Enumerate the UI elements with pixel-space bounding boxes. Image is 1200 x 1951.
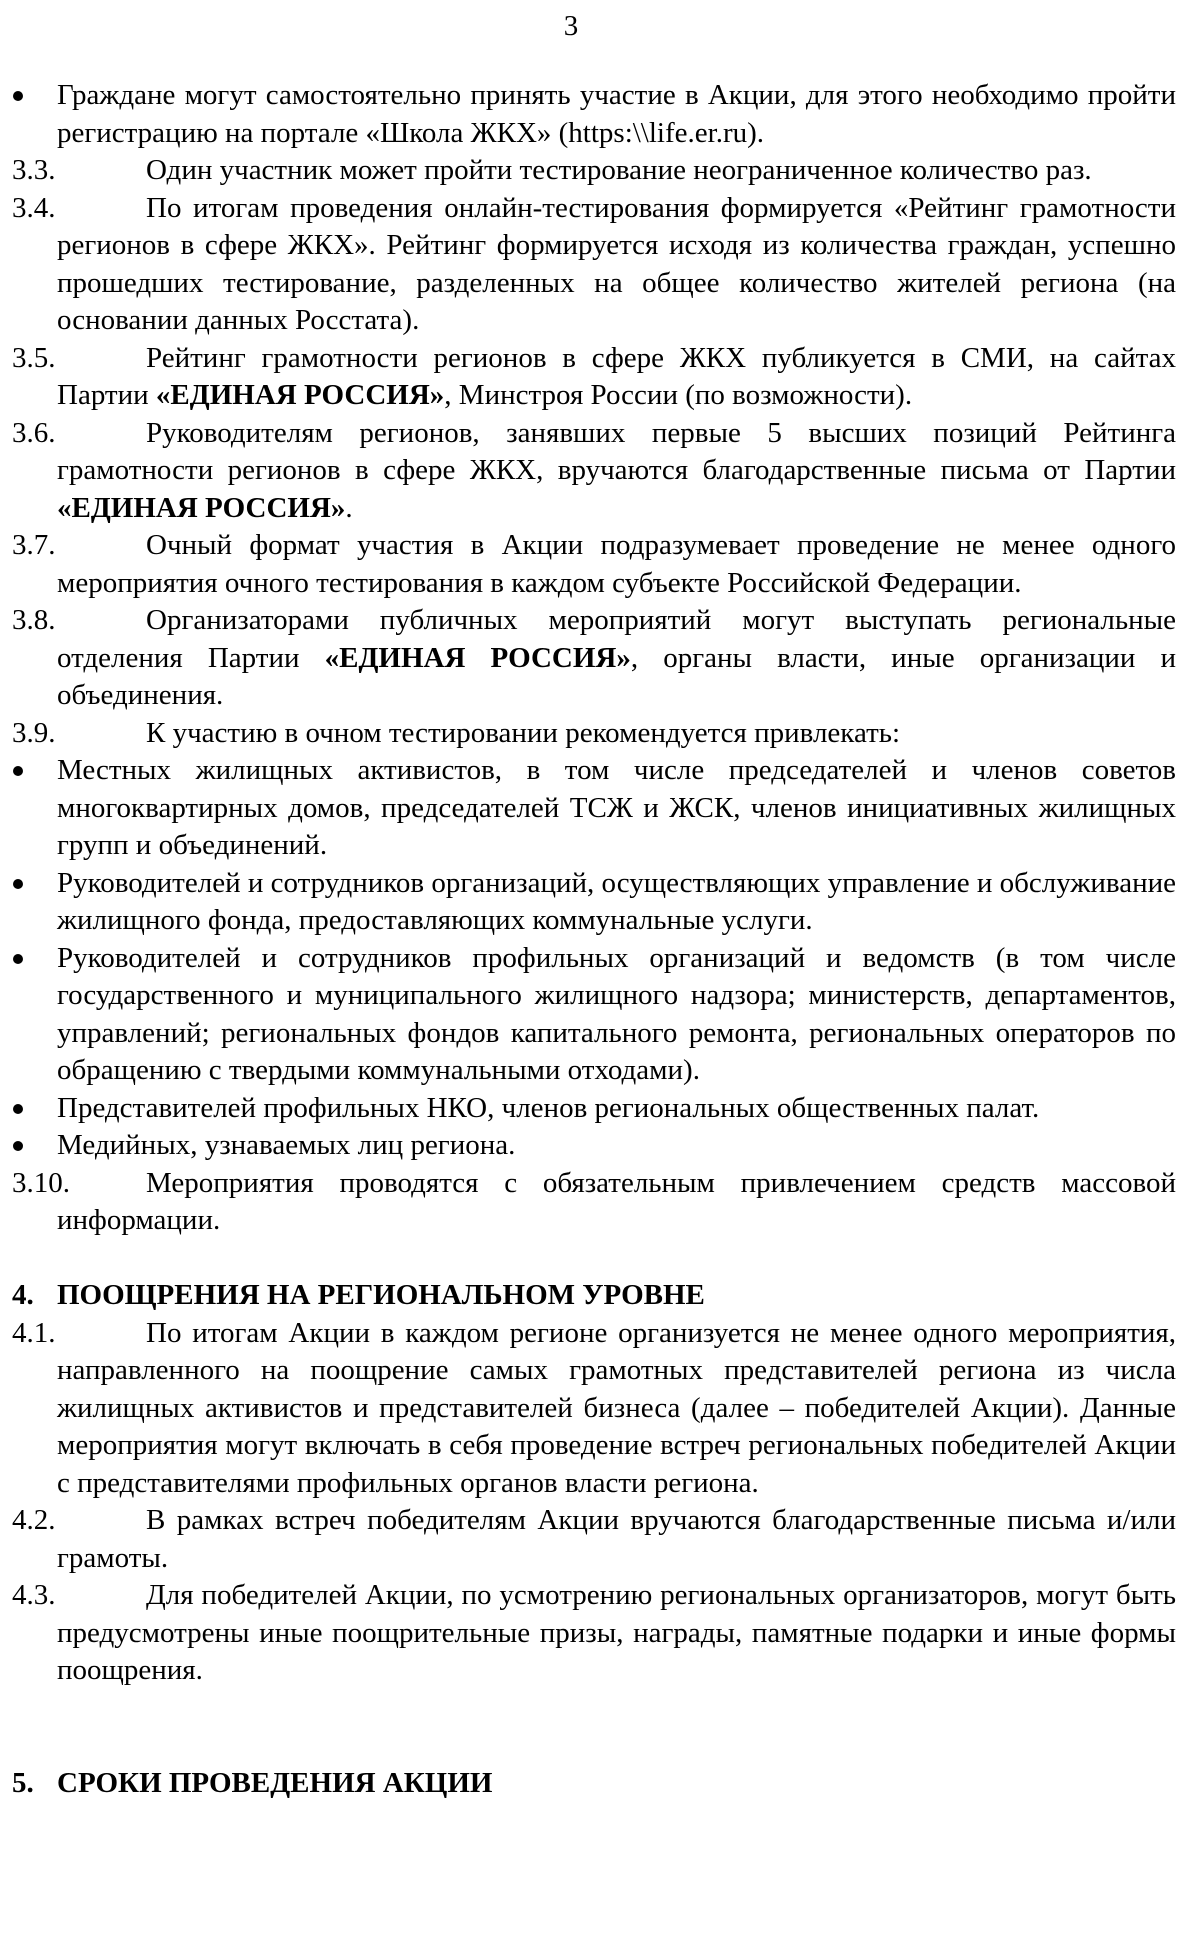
clause-4-1 <box>12 1315 1176 1503</box>
section-number: 4. <box>12 1279 34 1311</box>
clause-3-3 <box>12 152 1176 190</box>
party-name: «ЕДИНАЯ РОССИЯ» <box>155 379 445 411</box>
party-name: «ЕДИНАЯ РОССИЯ» <box>324 641 631 674</box>
party-name: «ЕДИНАЯ РОССИЯ» <box>57 491 346 524</box>
clause-text-end: , органы власти, иные организации и объединения. <box>57 641 1177 711</box>
bullet-item-media-persons <box>12 1127 1176 1165</box>
clause-number: 3.10. <box>12 1166 70 1199</box>
clause-number: 3.7. <box>12 529 56 561</box>
clause-text: Мероприятия проводятся с обязательным привлечением средств массовой информации. <box>57 1166 1176 1236</box>
bullet-item-agencies <box>12 940 1176 1090</box>
clause-number: 3.9. <box>12 716 56 749</box>
bullet-text: Руководителей и сотрудников организаций, осуществляющих управление и обслуживание жилищного фонда, предоставляющих коммунальные услуги. <box>57 866 1176 936</box>
bullet-text: Руководителей и сотрудников профильных организаций и ведомств (в том числе государственного и муниципального жилищного надзора; министерств, департаментов, управлений; региональных фондов капитального ремонта, региональных операторов по обращению с твердыми коммунальными отходами). <box>57 941 1176 1086</box>
clause-text: В рамках встреч победителям Акции вручаются благодарственные письма и/или грамоты. <box>57 1504 1176 1574</box>
clause-3-8 <box>12 602 1176 715</box>
document-body <box>12 77 1176 1802</box>
clause-text: Организаторами публичных мероприятий могут выступать региональные отделения Партии <box>57 604 1176 674</box>
section-title: СРОКИ ПРОВЕДЕНИЯ АКЦИИ <box>57 1766 493 1799</box>
clause-number: 4.3. <box>12 1579 56 1611</box>
clause-text-end: , Минстроя России (по возможности). <box>444 379 913 411</box>
clause-text: Руководителям регионов, занявших первые 5 высших позиций Рейтинга грамотности регионов в сфере ЖКХ, вручаются благодарственные письма от Партии <box>57 416 1176 486</box>
bullet-item-activists <box>12 752 1176 865</box>
clause-text: Один участник может пройти тестирование неограниченное количество раз. <box>146 154 1092 186</box>
bullet-item-management <box>12 865 1176 940</box>
clause-text: Очный формат участия в Акции подразумевает проведение не менее одного мероприятия очного тестирования в каждом субъекте Российской Федерации. <box>57 529 1176 599</box>
clause-number: 3.5. <box>12 341 56 374</box>
section-title: ПООЩРЕНИЯ НА РЕГИОНАЛЬНОМ УРОВНЕ <box>57 1279 705 1311</box>
clause-3-4 <box>12 190 1176 340</box>
clause-3-6 <box>12 415 1176 528</box>
section-number: 5. <box>12 1766 34 1799</box>
page-number: 3 <box>563 10 579 42</box>
clause-3-9 <box>12 715 1176 753</box>
bullet-item-nko <box>12 1090 1176 1128</box>
clause-3-10 <box>12 1165 1176 1240</box>
bullet-text: Граждане могут самостоятельно принять участие в Акции, для этого необходимо пройти регистрацию на портале «Школа ЖКХ» (https:\\life.er.ru). <box>57 79 1176 149</box>
bullet-item-registration <box>12 77 1176 152</box>
clause-4-3 <box>12 1577 1176 1690</box>
clause-text: К участию в очном тестировании рекомендуется привлекать: <box>146 716 901 749</box>
bullet-text: Местных жилищных активистов, в том числе председателей и членов советов многоквартирных домов, председателей ТСЖ и ЖСК, членов инициативных жилищных групп и объединений. <box>57 754 1176 861</box>
bullet-text: Медийных, узнаваемых лиц региона. <box>57 1129 516 1161</box>
clause-text: По итогам проведения онлайн-тестирования формируется «Рейтинг грамотности регионов в сфере ЖКХ». Рейтинг формируется исходя из количества граждан, успешно прошедших тестирование, разделенных на общее количество жителей региона (на основании данных Росстата). <box>57 191 1176 336</box>
clause-number: 3.8. <box>12 604 56 636</box>
clause-number: 3.3. <box>12 154 56 186</box>
section-5-heading <box>12 1765 1176 1803</box>
clause-3-5 <box>12 340 1176 415</box>
clause-text: По итогам Акции в каждом регионе организуется не менее одного мероприятия, направленного на поощрение самых грамотных представителей региона из числа жилищных активистов и представителей бизнеса (далее – победителей Акции). Данные мероприятия могут включать в себя проведение встреч региональных победителей Акции с представителями профильных органов власти региона. <box>57 1316 1176 1499</box>
clause-text: Для победителей Акции, по усмотрению региональных организаторов, могут быть предусмотрены иные поощрительные призы, награды, памятные подарки и иные формы поощрения. <box>57 1579 1176 1686</box>
bullet-text: Представителей профильных НКО, членов региональных общественных палат. <box>57 1091 1040 1124</box>
clause-text: Рейтинг грамотности регионов в сфере ЖКХ публикуется в СМИ, на сайтах Партии <box>57 341 1176 411</box>
clause-number: 4.1. <box>12 1316 56 1349</box>
clause-number: 3.4. <box>12 191 56 224</box>
section-4-heading <box>12 1277 1176 1315</box>
clause-3-7 <box>12 527 1176 602</box>
clause-number: 4.2. <box>12 1504 56 1536</box>
clause-text-end: . <box>345 491 353 524</box>
clause-4-2 <box>12 1502 1176 1577</box>
clause-number: 3.6. <box>12 416 56 449</box>
